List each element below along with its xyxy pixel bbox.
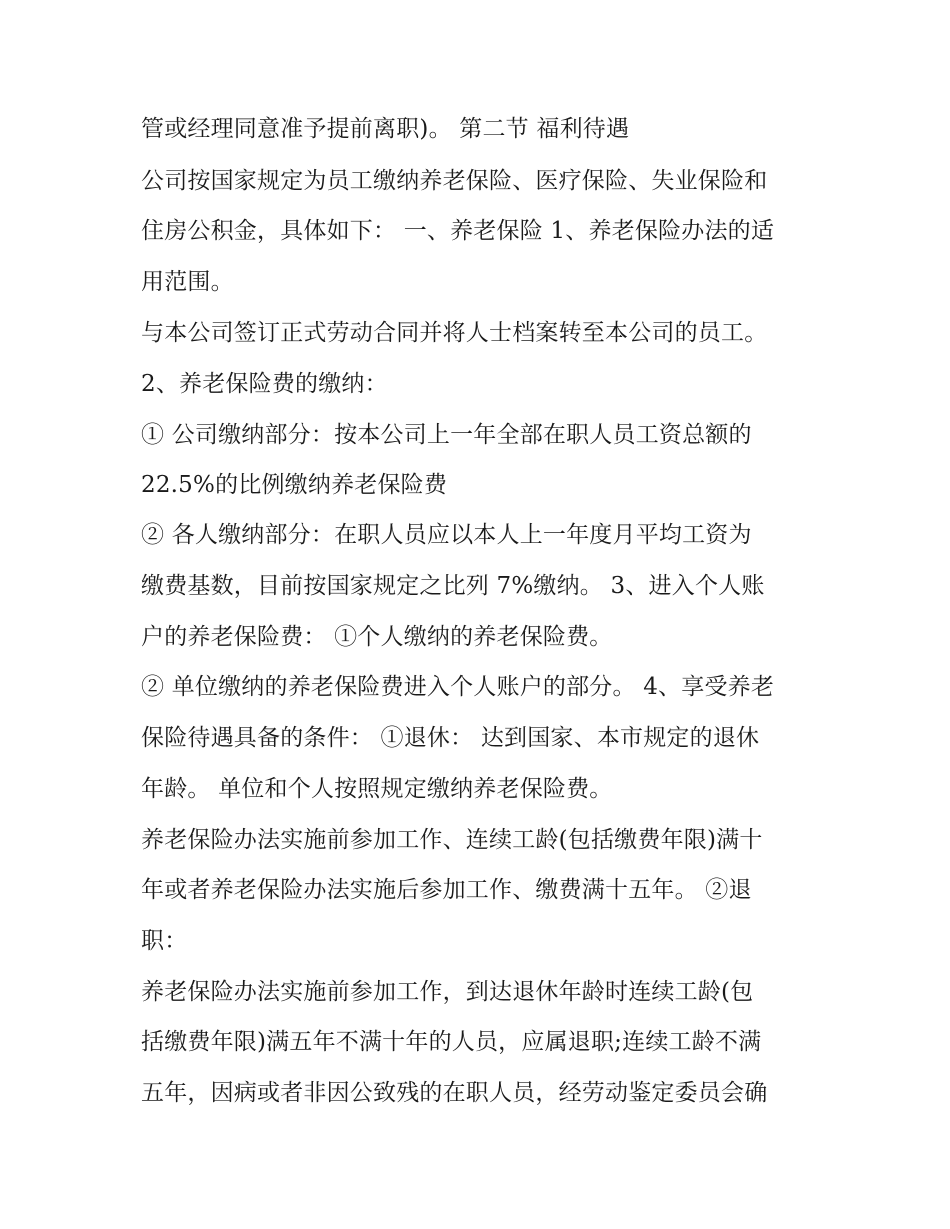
text-line: 养老保险办法实施前参加工作，到达退休年龄时连续工龄(包 — [141, 979, 754, 1005]
text-line: ② 单位缴纳的养老保险费进入个人账户的部分。 4、享受养老 — [141, 674, 775, 700]
text-line: 年龄。 单位和个人按照规定缴纳养老保险费。 — [141, 776, 613, 802]
text-line: 与本公司签订正式劳动合同并将人士档案转至本公司的员工。 — [141, 320, 768, 346]
text-line: 住房公积金，具体如下： 一、养老保险 1、养老保险办法的适 — [141, 218, 775, 244]
text-line: 养老保险办法实施前参加工作、连续工龄(包括缴费年限)满十 — [141, 827, 763, 853]
text-line: 括缴费年限)满五年不满十年的人员，应属退职;连续工龄不满 — [141, 1029, 762, 1055]
text-line: 保险待遇具备的条件： ①退休： 达到国家、本市规定的退休 — [141, 725, 760, 751]
text-line: 缴费基数，目前按国家规定之比列 7%缴纳。 3、进入个人账 — [141, 573, 765, 599]
text-line: 户的养老保险费： ①个人缴纳的养老保险费。 — [141, 624, 613, 650]
text-line: 管或经理同意准予提前离职)。 第二节 福利待遇 — [141, 116, 630, 142]
text-line: 年或者养老保险办法实施后参加工作、缴费满十五年。 ②退 — [141, 877, 752, 903]
text-line: 公司按国家规定为员工缴纳养老保险、医疗保险、失业保险和 — [141, 168, 768, 194]
text-line: 用范围。 — [141, 269, 234, 295]
text-line: 22.5%的比例缴纳养老保险费 — [141, 472, 448, 498]
text-line: 职： — [141, 928, 188, 954]
text-line: 2、养老保险费的缴纳： — [141, 371, 388, 397]
text-line: ② 各人缴纳部分：在职人员应以本人上一年度月平均工资为 — [141, 522, 752, 548]
text-line: 五年，因病或者非因公致残的在职人员，经劳动鉴定委员会确 — [141, 1080, 768, 1106]
text-line: ① 公司缴纳部分：按本公司上一年全部在职人员工资总额的 — [141, 422, 752, 448]
